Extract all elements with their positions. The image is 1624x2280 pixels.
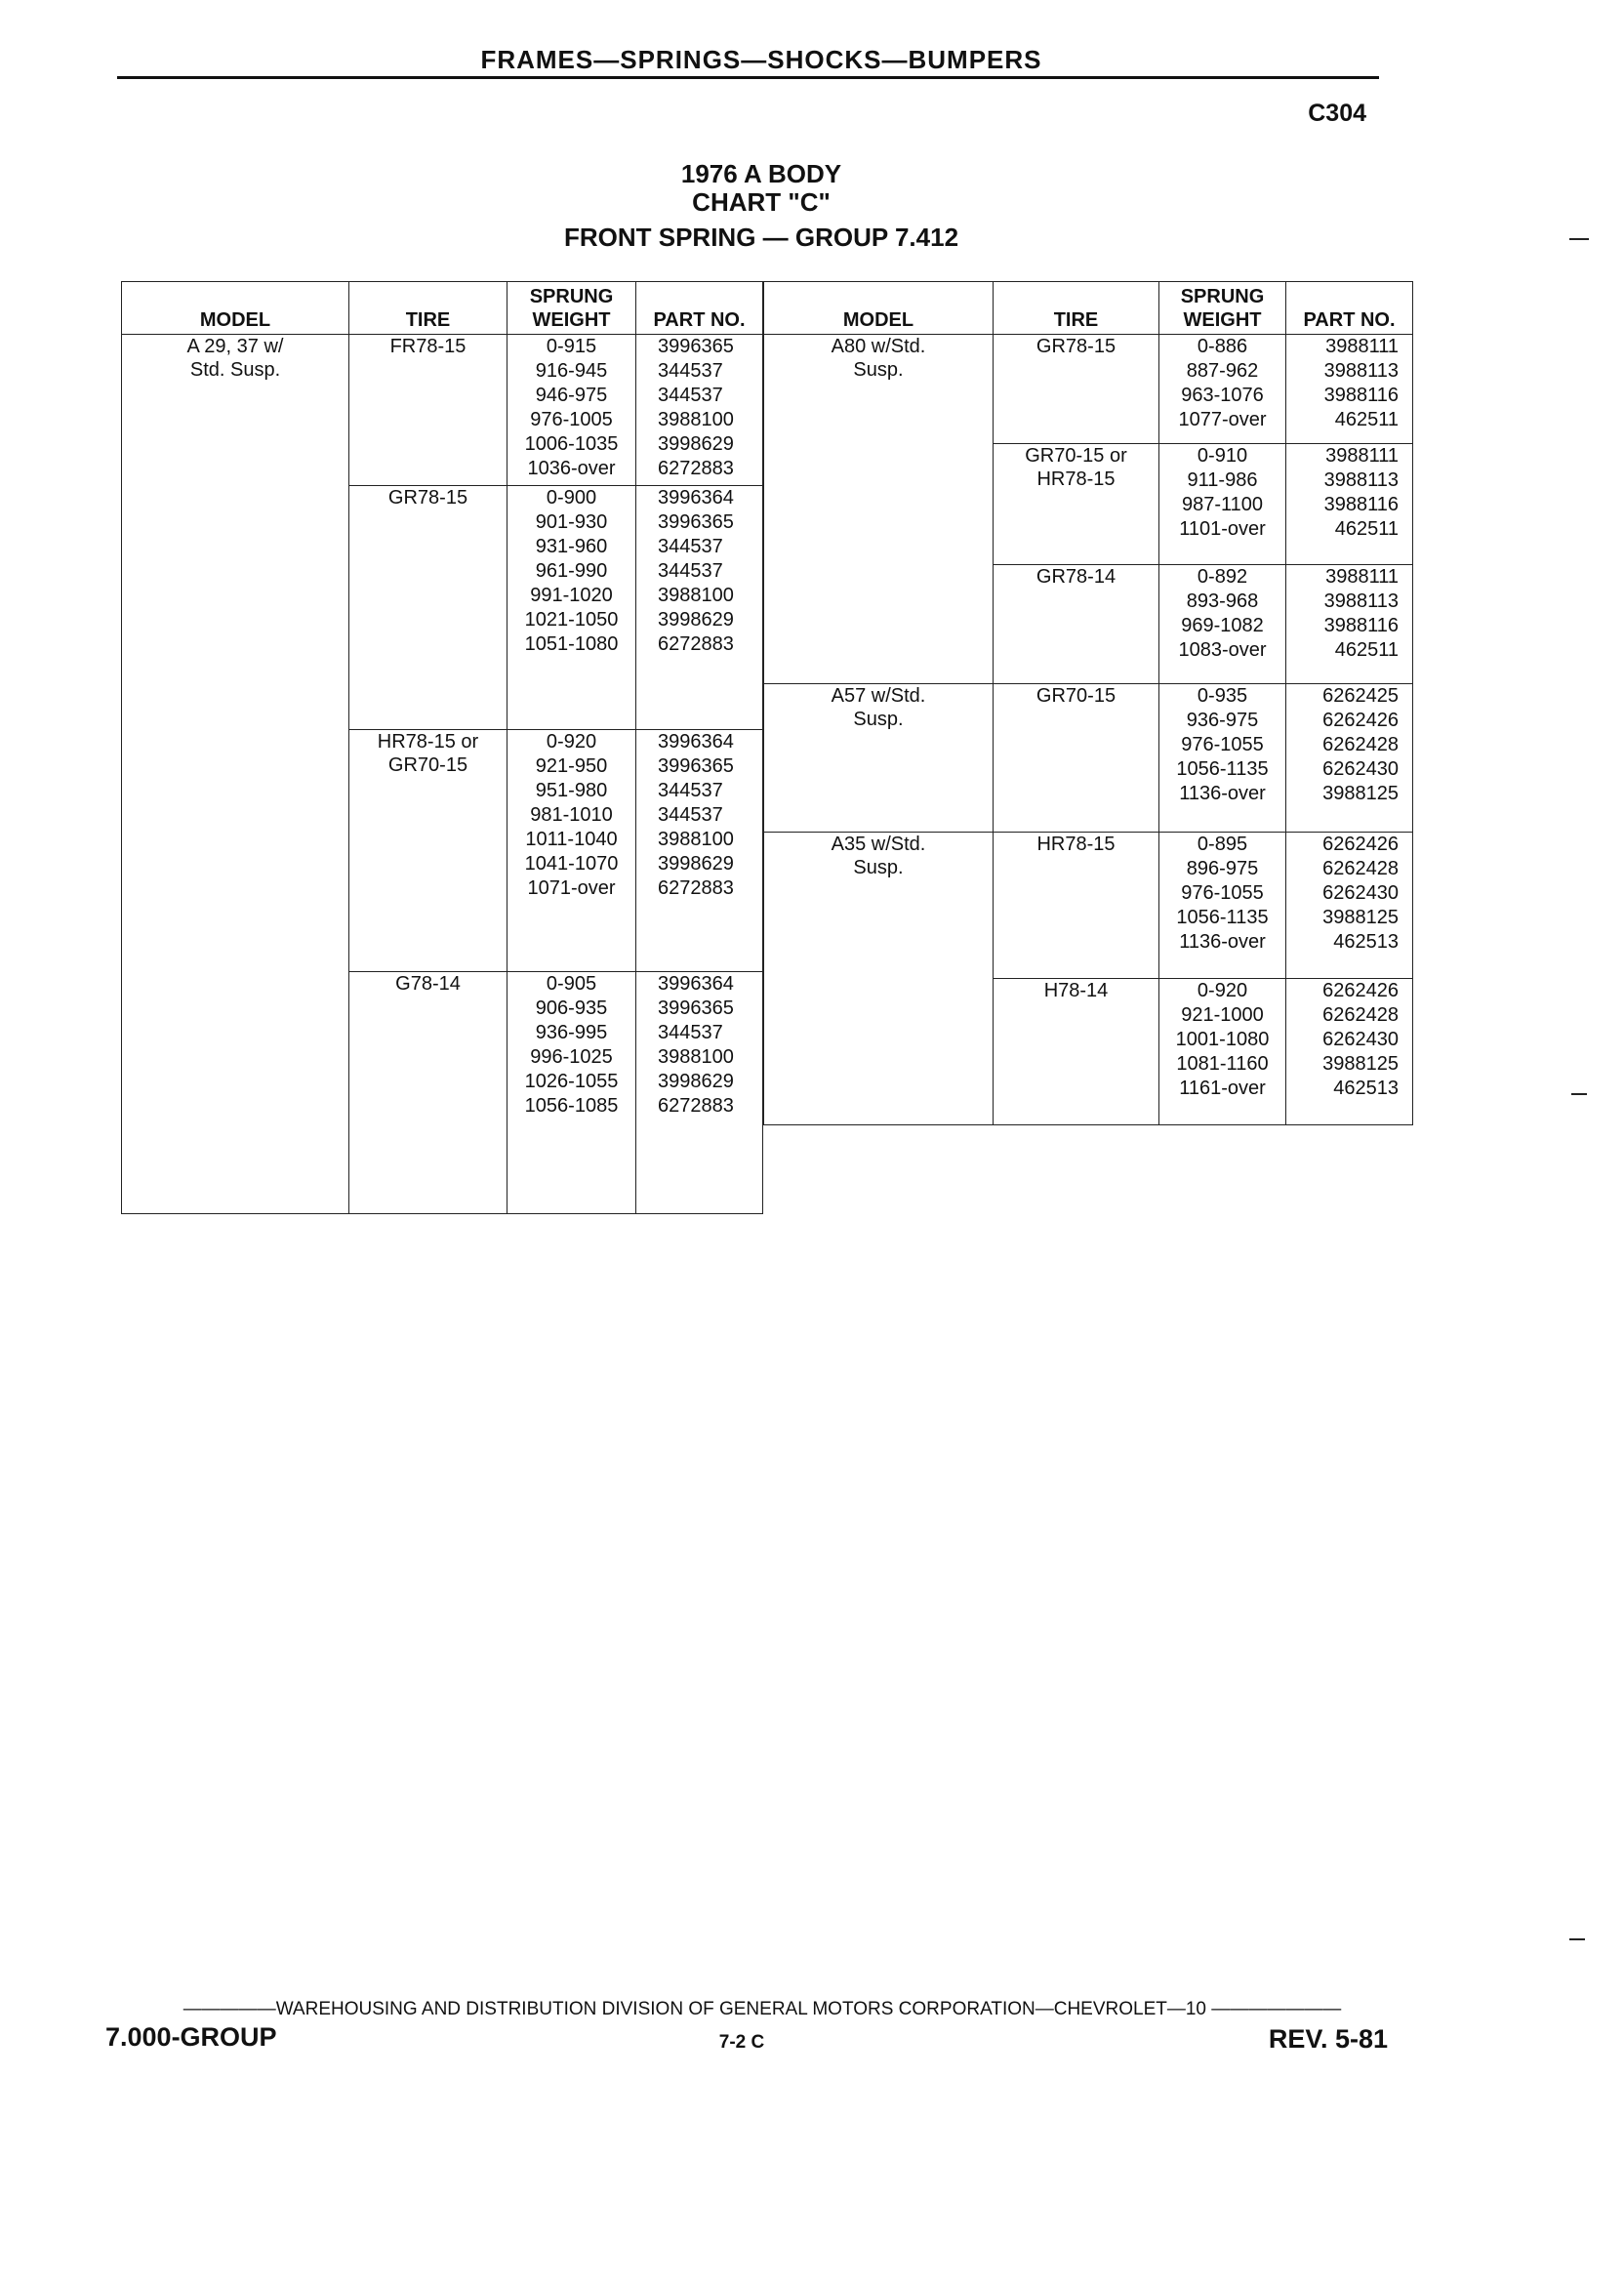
- tire-cell: HR78-15: [994, 833, 1159, 979]
- model-line: A 29, 37 w/: [186, 336, 284, 357]
- tire-cell: GR70-15: [994, 684, 1159, 833]
- weight-value: 946-975: [535, 385, 608, 406]
- part-value: 462513: [1333, 931, 1399, 953]
- left-spring-table: [121, 281, 763, 1214]
- weight-value: 963-1076: [1181, 385, 1264, 406]
- part-value: 6262426: [1322, 980, 1399, 1001]
- col-tire-header: TIRE: [349, 282, 508, 335]
- weight-value: 906-935: [535, 998, 608, 1019]
- col-sprung-weight-header: SPRUNG WEIGHT: [508, 282, 636, 335]
- header-title: FRAMES—SPRINGS—SHOCKS—BUMPERS: [480, 45, 1042, 74]
- weight-value: 1026-1055: [524, 1071, 619, 1092]
- part-value: 3988113: [1323, 360, 1399, 382]
- weight-value: 1001-1080: [1175, 1029, 1270, 1050]
- weight-value: 961-990: [535, 560, 608, 582]
- model-cell: [122, 335, 349, 1214]
- weight-cell: [508, 335, 636, 486]
- chart-title-line1: 1976 A BODY: [680, 159, 842, 188]
- part-value: 6262426: [1322, 834, 1399, 855]
- col-sprung-weight-header: SPRUNG WEIGHT: [1159, 282, 1286, 335]
- part-cell: [636, 335, 763, 486]
- part-value: 3996365: [658, 336, 734, 357]
- weight-value: 916-945: [535, 360, 608, 382]
- weight-value: 0-895: [1197, 834, 1248, 855]
- part-value: 462513: [1333, 1078, 1399, 1099]
- part-value: 3998629: [658, 1071, 734, 1092]
- part-value: 344537: [658, 1022, 723, 1043]
- model-line: Std. Susp.: [189, 359, 281, 381]
- part-value: 6272883: [658, 458, 734, 479]
- weight-value: 921-950: [535, 755, 608, 777]
- weight-value: 901-930: [535, 511, 608, 533]
- part-value: 3988125: [1322, 783, 1399, 804]
- weight-value: 0-935: [1197, 685, 1248, 707]
- weight-value: 936-995: [535, 1022, 608, 1043]
- weight-value: 1036-over: [527, 458, 616, 479]
- weight-value: 1136-over: [1179, 783, 1266, 804]
- weight-cell: [1159, 335, 1286, 444]
- part-value: 3998629: [658, 433, 734, 455]
- part-cell: [636, 730, 763, 972]
- part-cell: [1286, 335, 1413, 444]
- part-value: 3996364: [658, 731, 734, 753]
- part-value: 462511: [1334, 639, 1399, 661]
- tire-cell: GR70-15 or HR78-15: [994, 444, 1159, 565]
- weight-value: 1056-1135: [1176, 758, 1269, 780]
- part-cell: [1286, 684, 1413, 833]
- part-cell: [1286, 833, 1413, 979]
- part-value: 6262428: [1322, 734, 1399, 755]
- weight-cell: [508, 486, 636, 730]
- tire-cell: FR78-15: [349, 335, 508, 486]
- weight-value: 1077-over: [1178, 409, 1267, 430]
- tire-cell: GR78-15: [349, 486, 508, 730]
- weight-value: 1081-1160: [1176, 1053, 1269, 1075]
- part-value: 462511: [1334, 409, 1399, 430]
- part-value: 3996365: [658, 998, 734, 1019]
- weight-cell: [1159, 565, 1286, 684]
- part-value: 3988113: [1323, 590, 1399, 612]
- weight-value: 1051-1080: [524, 633, 619, 655]
- part-cell: [636, 486, 763, 730]
- weight-value: 976-1005: [530, 409, 613, 430]
- weight-cell: [1159, 979, 1286, 1125]
- part-value: 3988125: [1322, 1053, 1399, 1075]
- part-cell: [1286, 444, 1413, 565]
- weight-cell: [1159, 444, 1286, 565]
- weight-value: 1021-1050: [524, 609, 619, 631]
- margin-tick-mark: [1569, 1938, 1585, 1940]
- part-value: 6272883: [658, 633, 734, 655]
- part-value: 3988111: [1325, 336, 1399, 357]
- part-value: 6262430: [1322, 758, 1399, 780]
- weight-value: 1011-1040: [525, 829, 618, 850]
- part-value: 3988100: [658, 1046, 734, 1068]
- part-value: 344537: [658, 360, 723, 382]
- weight-value: 1056-1135: [1176, 907, 1269, 928]
- weight-cell: [508, 972, 636, 1214]
- weight-value: 981-1010: [530, 804, 613, 826]
- weight-value: 0-915: [546, 336, 597, 357]
- part-value: 3988113: [1323, 469, 1399, 491]
- weight-value: 887-962: [1186, 360, 1259, 382]
- weight-value: 1101-over: [1179, 518, 1266, 540]
- weight-cell: [508, 730, 636, 972]
- part-value: 462511: [1334, 518, 1399, 540]
- part-cell: [1286, 979, 1413, 1125]
- weight-cell: [1159, 684, 1286, 833]
- part-value: 344537: [658, 804, 723, 826]
- model-cell: A35 w/Std. Susp.: [764, 833, 994, 1125]
- part-value: 344537: [658, 560, 723, 582]
- chart-title-line3: FRONT SPRING — GROUP 7.412: [563, 223, 959, 252]
- part-value: 344537: [658, 385, 723, 406]
- part-value: 6262430: [1322, 882, 1399, 904]
- weight-value: 0-910: [1197, 445, 1248, 467]
- tire-cell: G78-14: [349, 972, 508, 1214]
- weight-value: 1041-1070: [524, 853, 619, 875]
- footer-publisher-line: —————WAREHOUSING AND DISTRIBUTION DIVISION OF GENERAL MOTORS CORPORATION—CHEVROLET—10 ———————: [183, 1999, 1342, 2019]
- weight-value: 969-1082: [1181, 615, 1264, 636]
- weight-value: 921-1000: [1181, 1004, 1264, 1026]
- weight-value: 987-1100: [1181, 494, 1264, 515]
- weight-value: 1056-1085: [524, 1095, 619, 1117]
- weight-value: 0-920: [546, 731, 597, 753]
- weight-value: 931-960: [535, 536, 608, 557]
- footer-page-number: 7-2 C: [718, 2032, 765, 2053]
- weight-value: 911-986: [1187, 469, 1258, 491]
- header-rule: [117, 76, 1379, 79]
- part-value: 3988116: [1323, 615, 1399, 636]
- part-value: 3998629: [658, 853, 734, 875]
- weight-value: 896-975: [1186, 858, 1259, 879]
- weight-value: 0-920: [1197, 980, 1248, 1001]
- col-part-no-header: PART NO.: [1286, 282, 1413, 335]
- tire-cell: GR78-15: [994, 335, 1159, 444]
- part-value: 6262425: [1322, 685, 1399, 707]
- page-code: C304: [1308, 100, 1366, 127]
- weight-value: 0-886: [1197, 336, 1248, 357]
- part-value: 3998629: [658, 609, 734, 631]
- part-value: 3988116: [1323, 494, 1399, 515]
- weight-value: 976-1055: [1181, 882, 1264, 904]
- part-value: 6272883: [658, 877, 734, 899]
- weight-cell: [1159, 833, 1286, 979]
- part-value: 3996364: [658, 973, 734, 995]
- weight-value: 936-975: [1186, 710, 1259, 731]
- weight-value: 976-1055: [1181, 734, 1264, 755]
- part-value: 3996365: [658, 511, 734, 533]
- col-tire-header: TIRE: [994, 282, 1159, 335]
- right-spring-table: [763, 281, 1413, 1125]
- part-value: 3996364: [658, 487, 734, 509]
- part-value: 3988100: [658, 829, 734, 850]
- part-value: 3988111: [1325, 445, 1399, 467]
- margin-tick-mark: [1571, 1093, 1587, 1095]
- part-value: 3988125: [1322, 907, 1399, 928]
- weight-value: 0-892: [1197, 566, 1248, 588]
- part-value: 344537: [658, 536, 723, 557]
- tire-cell: H78-14: [994, 979, 1159, 1125]
- tire-cell: HR78-15 or GR70-15: [349, 730, 508, 972]
- part-value: 6262428: [1322, 858, 1399, 879]
- col-model-header: MODEL: [122, 282, 349, 335]
- weight-value: 0-905: [546, 973, 597, 995]
- weight-value: 0-900: [546, 487, 597, 509]
- model-cell: A80 w/Std. Susp.: [764, 335, 994, 684]
- weight-value: 1083-over: [1178, 639, 1267, 661]
- part-cell: [1286, 565, 1413, 684]
- part-value: 3996365: [658, 755, 734, 777]
- part-value: 3988111: [1325, 566, 1399, 588]
- weight-value: 996-1025: [530, 1046, 613, 1068]
- part-value: 3988116: [1323, 385, 1399, 406]
- part-value: 6262428: [1322, 1004, 1399, 1026]
- weight-value: 1006-1035: [524, 433, 619, 455]
- weight-value: 893-968: [1186, 590, 1259, 612]
- col-part-no-header: PART NO.: [636, 282, 763, 335]
- weight-value: 1161-over: [1179, 1078, 1266, 1099]
- weight-value: 991-1020: [530, 585, 613, 606]
- part-value: 6262430: [1322, 1029, 1399, 1050]
- part-value: 3988100: [658, 585, 734, 606]
- footer-revision: REV. 5-81: [1268, 2024, 1388, 2054]
- margin-tick-mark: [1569, 238, 1589, 240]
- tire-cell: GR78-14: [994, 565, 1159, 684]
- weight-value: 1136-over: [1179, 931, 1266, 953]
- part-value: 3988100: [658, 409, 734, 430]
- col-model-header: MODEL: [764, 282, 994, 335]
- part-value: 6262426: [1322, 710, 1399, 731]
- weight-value: 1071-over: [527, 877, 616, 899]
- footer-group: 7.000-GROUP: [105, 2022, 277, 2052]
- model-cell: A57 w/Std. Susp.: [764, 684, 994, 833]
- weight-value: 951-980: [535, 780, 608, 801]
- chart-title-line2: CHART "C": [692, 187, 831, 217]
- part-value: 6272883: [658, 1095, 734, 1117]
- part-value: 344537: [658, 780, 723, 801]
- part-cell: [636, 972, 763, 1214]
